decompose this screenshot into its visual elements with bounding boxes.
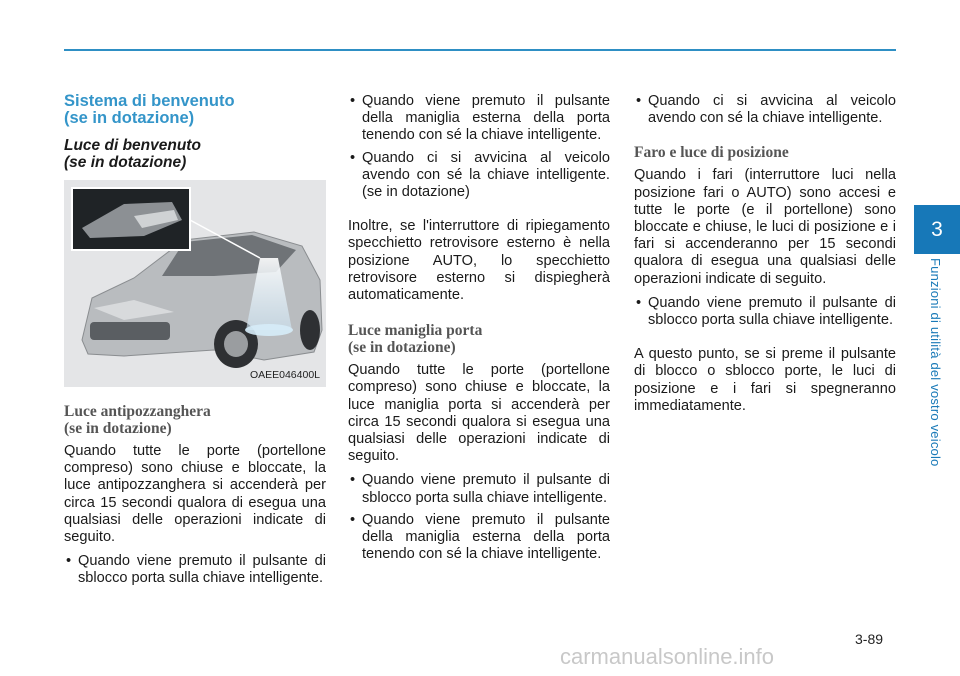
puddle-light-heading: Luce antipozzanghera (se in dotazione): [64, 403, 211, 437]
mirror-text: Inoltre, se l'interruttore di ripiegamento specchietto retrovisore esterno è nella posizione AUTO, lo specchietto retrovisore esterno si dispiegherà automaticamente.: [348, 218, 610, 304]
section-heading: Sistema di benvenuto (se in dotazione): [64, 92, 235, 127]
door-handle-light-heading: Luce maniglia porta (se in dotazione): [348, 322, 483, 357]
car-illustration: [64, 180, 326, 387]
list-item: • Quando ci si avvicina al veicolo avendo con sé la chiave intelligente. (se in dotazione): [348, 150, 610, 202]
headlamp-heading: Faro e luce di posizione: [634, 144, 789, 162]
list-item: • Quando viene premuto il pulsante della maniglia esterna della porta tenendo con sé la chiave intelligente.: [348, 93, 610, 145]
headlamp-text: Quando i fari (interruttore luci nella posizione fari o AUTO) sono accesi e tutte le porte (e il portellone) sono bloccate e chiuse, le luci di posizione e i fari si accenderanno per 15 secondi qualora di esegua una qualsiasi delle operazioni indicate di seguito.: [634, 167, 896, 287]
list-item: • Quando viene premuto il pulsante di sblocco porta sulla chiave intelligente.: [348, 472, 610, 506]
bullet-list: [64, 553, 326, 587]
list-item: • Quando ci si avvicina al veicolo avendo con sé la chiave intelligente.: [634, 93, 896, 127]
bullet-list: [348, 472, 610, 563]
list-item: • Quando viene premuto il pulsante di sblocco porta sulla chiave intelligente.: [634, 295, 896, 329]
watermark: carmanualsonline.info: [560, 644, 775, 669]
welcome-light-figure: [64, 180, 326, 387]
final-text: A questo punto, se si preme il pulsante di blocco o sblocco porte, le luci di posizione e i fari si spegneranno immediatamente.: [634, 346, 896, 414]
list-item: • Quando viene premuto il pulsante della maniglia esterna della porta tenendo con sé la chiave intelligente.: [348, 512, 610, 564]
list-item: • Quando viene premuto il pulsante di sblocco porta sulla chiave intelligente.: [64, 553, 326, 587]
page-number: 3-89: [855, 631, 884, 647]
figure-code: OAEE046400L: [249, 368, 320, 381]
chapter-title-vertical: Funzioni di utilità del vostro veicolo: [928, 258, 943, 467]
chapter-tab: 3: [914, 205, 960, 254]
subsection-heading: Luce di benvenuto (se in dotazione): [64, 137, 201, 171]
bullet-list: [348, 93, 610, 201]
bullet-list: [634, 93, 896, 127]
header-rule: [64, 49, 896, 51]
column-3: [634, 93, 896, 422]
bullet-list: [634, 295, 896, 329]
puddle-light-text: Quando tutte le porte (portellone compreso) sono chiuse e bloccate, la luce antipozzanghera si accenderà per circa 15 secondi qualora di esegua una qualsiasi delle operazioni indicate di seguito.: [64, 443, 326, 546]
door-handle-light-text: Quando tutte le porte (portellone compreso) sono chiuse e bloccate, la luce maniglia porta si accenderà per circa 15 secondi qualora si esegua una qualsiasi delle operazioni indicate di seguito.: [348, 362, 610, 465]
column-1: [64, 93, 326, 594]
column-2: [348, 93, 610, 569]
